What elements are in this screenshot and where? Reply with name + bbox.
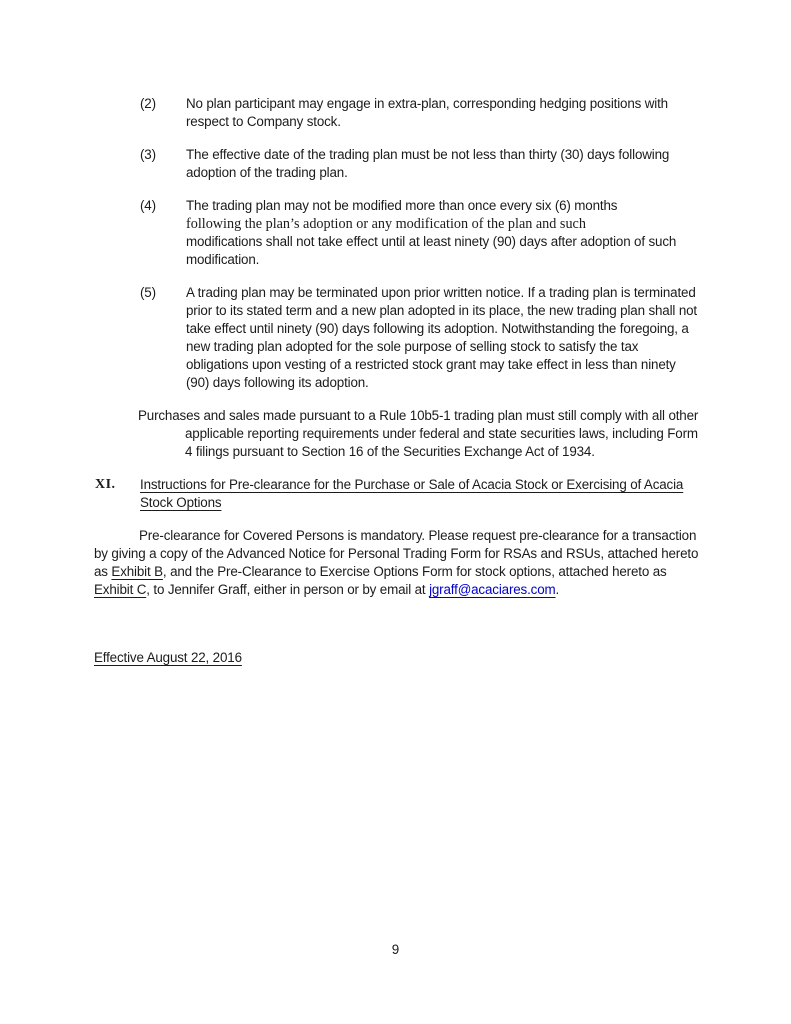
item-number: (2) [140, 96, 156, 111]
section-number: XI. [95, 477, 116, 492]
preclearance-text: , to Jennifer Graff, either in person or by email at [146, 582, 430, 597]
purchases-paragraph: Purchases and sales made pursuant to a Rule 10b5-1 trading plan must still comply with all other applicable reporting requirements under federal and state securities laws, including Form 4 filings pursuant to Section 16 of the Securities Exchange Act of 1934. [138, 408, 699, 459]
preclearance-text: Pre-clearance for Covered Persons is mandatory. Please request pre-clearance for a transaction by giving a copy of the Advanced Notice for Personal Trading Form for RSAs and RSUs, attached hereto as [94, 528, 699, 579]
section-xi-heading [94, 476, 706, 512]
preclearance-paragraph [94, 527, 706, 599]
item-text: No plan participant may engage in extra-plan, corresponding hedging positions with respect to Company stock. [186, 96, 668, 129]
preclearance-text: . [555, 582, 560, 597]
list-item-5 [94, 284, 706, 392]
item-text: The effective date of the trading plan must be not less than thirty (30) days following adoption of the trading plan. [186, 147, 670, 180]
item-number: (4) [140, 198, 156, 213]
list-item-2 [94, 95, 706, 131]
preclearance-text: , and the Pre-Clearance to Exercise Options Form for stock options, attached hereto as [162, 564, 667, 579]
list-item-3 [94, 146, 706, 182]
document-content [94, 95, 706, 667]
exhibit-b-reference: Exhibit B [111, 564, 163, 579]
email-link[interactable]: jgraff@acaciares.com [429, 582, 556, 597]
item-number: (3) [140, 147, 156, 162]
page-number: 9 [391, 942, 400, 957]
item-number: (5) [140, 285, 156, 300]
item-text-remainder: modifications shall not take effect until at least ninety (90) days after adoption of such modification. [186, 234, 677, 267]
effective-date: Effective August 22, 2016 [94, 650, 242, 665]
section-title: Instructions for Pre-clearance for the Purchase or Sale of Acacia Stock or Exercising of Acacia Stock Options [140, 477, 684, 510]
exhibit-c-reference: Exhibit C [94, 582, 147, 597]
item-text-line-serif: following the plan’s adoption or any modification of the plan and such [186, 216, 586, 232]
item-text-line-sans: The trading plan may not be modified more than once every six (6) months [186, 198, 618, 213]
item-text [186, 197, 698, 269]
list-item-4 [94, 197, 706, 269]
item-text: A trading plan may be terminated upon prior written notice. If a trading plan is terminated prior to its stated term and a new plan adopted in its place, the new trading plan shall not take effect until ninety (90) days following its adoption. Notwithstanding the foregoing, a new trading plan adopted for the sole purpose of selling stock to satisfy the tax obligations upon vesting of a restricted stock grant may take effect in less than ninety (90) days following its adoption. [186, 285, 697, 390]
